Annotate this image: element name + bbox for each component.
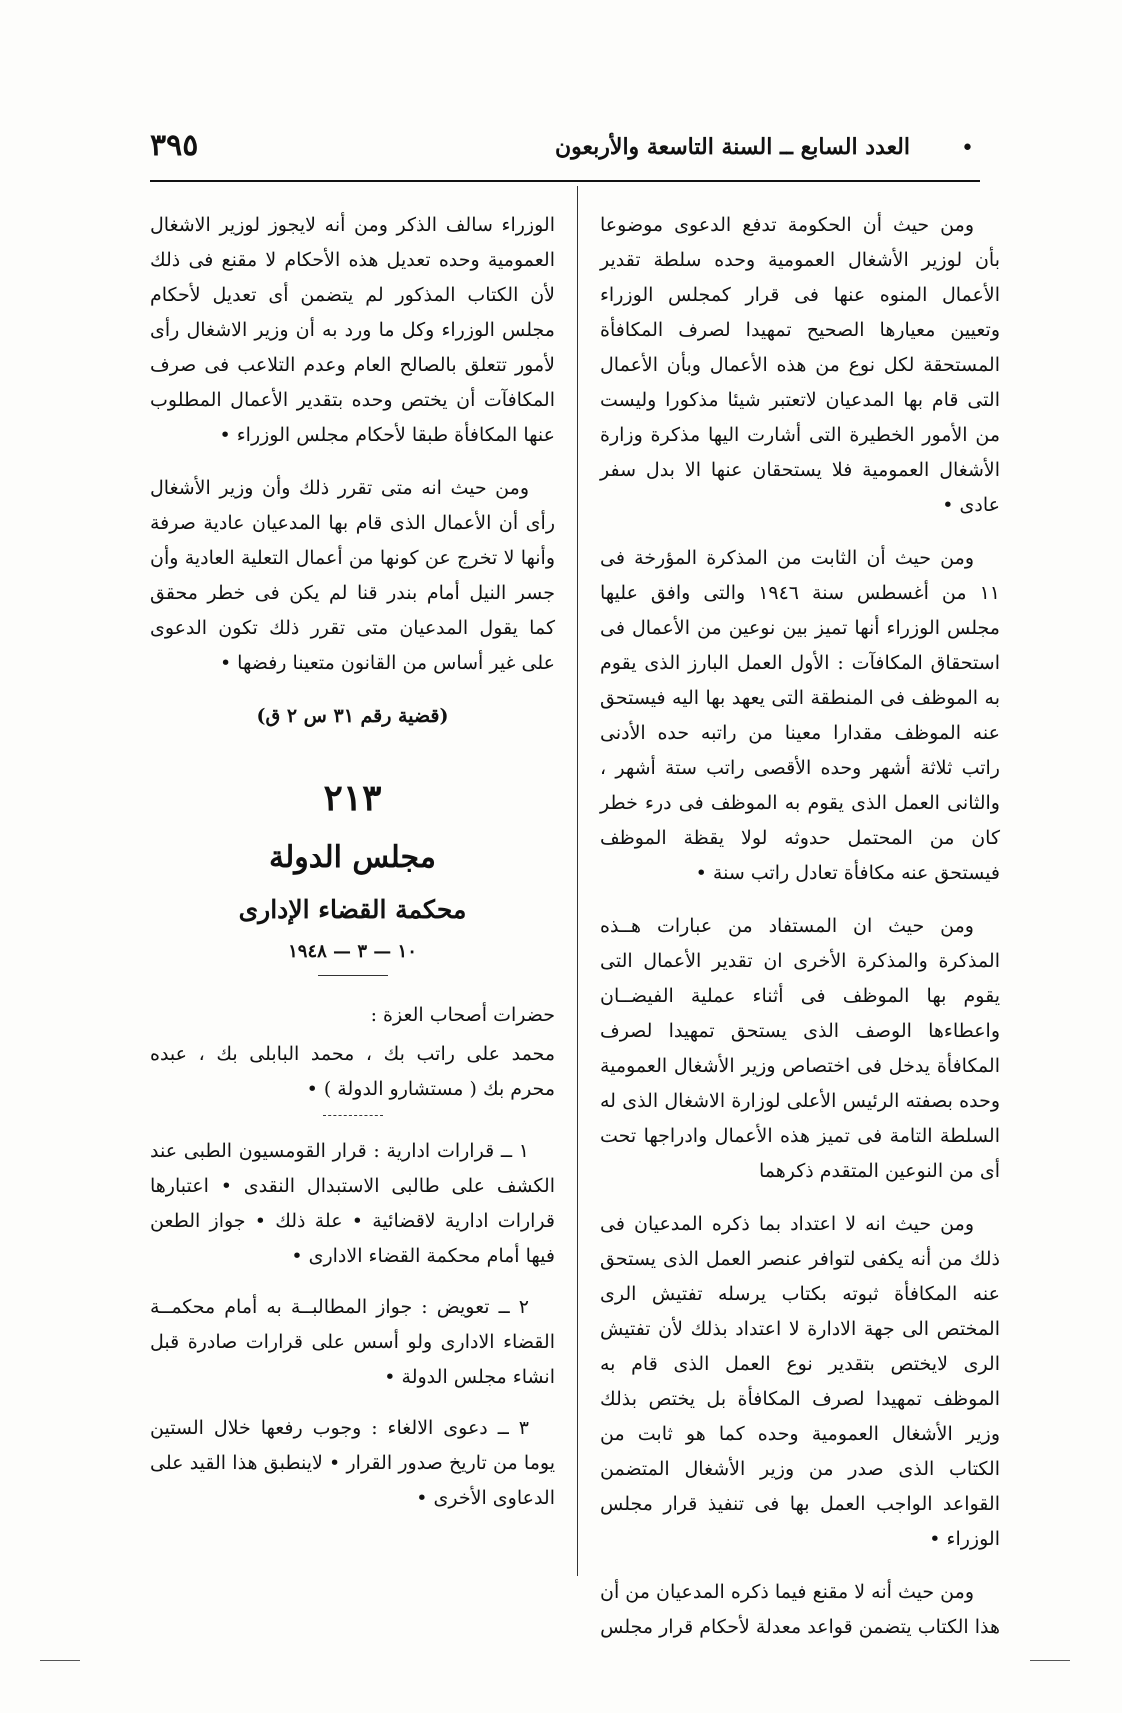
headnote: ١ ــ قرارات ادارية : قرار القومسيون الطبى عند الكشف على طالبى الاستبدال النقدى • اعتبارها قرارات ادارية لاقضائية • علة ذلك • جواز الطعن فيها أمام محكمة القضاء الادارى • bbox=[150, 1140, 555, 1267]
members-intro: حضرات أصحاب العزة : bbox=[370, 1004, 555, 1026]
case-citation: (قضية رقم ٣١ س ٢ ق) bbox=[256, 705, 449, 727]
running-title: العدد السابع ــ السنة التاسعة والأربعون bbox=[555, 134, 910, 160]
column-divider bbox=[577, 186, 578, 1576]
page-header bbox=[150, 128, 980, 172]
paragraph-continuation: الوزراء سالف الذكر ومن أنه لايجوز لوزير الاشغال العمومية وحده تعديل هذه الأحكام لا مقنع فى ذلك لأن الكتاب المذكور لم يتضمن أى تعديل لأحكام مجلس الوزراء وكل ما ورد به أن وزير الاشغال رأى لأمور تتعلق بالصالح العام وعدم التلاعب فى صرف المكافآت أن يختص وحده بتقدير الأعمال المطلوب عنها المكافأة طبقا لأحكام مجلس الوزراء • bbox=[150, 214, 555, 446]
paragraph-irrigation-inspection: ومن حيث انه لا اعتداد بما ذكره المدعيان فى ذلك من أنه يكفى لتوافر عنصر العمل الذى يستحق عنه المكافأة ثبوته بكتاب يرسله تفتيش الرى المختص الى جهة الادارة لا اعتداد بذلك لأن تفتيش الرى لايختص بتقدير نوع العمل الذى قام به الموظف تمهيدا لصرف المكافأة بل يختص بذلك وزير الأشغال العمومية وحده كما هو ثابت من الكتاب الذى صدر من وزير الأشغال المتضمن القواعد الواجب العمل بها فى تنفيذ قرار مجلس الوزراء • bbox=[600, 1213, 1000, 1550]
chamber-name: محكمة القضاء الإدارى bbox=[238, 895, 467, 924]
scan-mark-left bbox=[40, 1660, 80, 1661]
right-column bbox=[600, 208, 1000, 1663]
headnote: ٣ ــ دعوى الالغاء : وجوب رفعها خلال الستين يوما من تاريخ صدور القرار • لاينطبق هذا القيد على الدعاوى الأخرى • bbox=[150, 1417, 555, 1509]
left-column bbox=[150, 208, 555, 1532]
members-divider bbox=[323, 1115, 383, 1116]
paragraph-letter-rules: ومن حيث أنه لا مقنع فيما ذكره المدعيان من أن هذا الكتاب يتضمن قواعد معدلة لأحكام قرار مجلس bbox=[600, 1581, 1000, 1638]
scan-mark-right bbox=[1030, 1660, 1070, 1661]
header-dot: • bbox=[961, 136, 974, 161]
headnote: ٢ ــ تعويض : جواز المطالبــة به أمام محكمــة القضاء الادارى ولو أسس على قرارات صادرة قبل انشاء مجلس الدولة • bbox=[150, 1296, 555, 1388]
paragraph-government-defense: ومن حيث أن الحكومة تدفع الدعوى موضوعا بأن لوزير الأشغال العمومية وحده سلطة تقدير الأعمال المنوه عنها فى قرار كمجلس الوزراء وتعيين معيارها الصحيح تمهيدا لصرف المكافأة المستحقة لكل نوع من هذه الأعمال وبأن الأعمال التى قام بها المدعيان لاتعتبر شيئا مذكورا وليست من الأمور الخطيرة التى أشارت اليها مذكرة وزارة الأشغال العمومية فلا يستحقان عنها الا بدل سفر عادى • bbox=[600, 214, 1000, 516]
page-number: ٣٩٥ bbox=[150, 128, 199, 163]
paragraph-conclusion: ومن حيث انه متى تقرر ذلك وأن وزير الأشغال رأى أن الأعمال الذى قام بها المدعيان عادية صرفة وأنها لا تخرج عن كونها من أعمال التعلية العادية وأن جسر النيل أمام بندر قنا لم يكن فى خطر محقق كما يقول المدعيان متى تقرر ذلك تكون الدعوى على غير أساس من القانون متعينا رفضها • bbox=[150, 477, 555, 674]
members-names: محمد على راتب بك ، محمد البابلى بك ، عبده محرم بك ( مستشارو الدولة ) • bbox=[150, 1043, 555, 1100]
section-divider bbox=[318, 975, 388, 976]
paragraph-memo-interpretation: ومن حيث ان المستفاد من عبارات هــذه المذكرة والمذكرة الأخرى ان تقدير الأعمال التى يقوم بها الموظف فى أثناء عملية الفيضــان واعطاءها الوصف الذى يستحق تمهيدا لصرف المكافأة يدخل فى اختصاص وزير الأشغال العمومية وحده بصفته الرئيس الأعلى لوزارة الاشغال الذى له السلطة التامة فى تميز هذه الأعمال وادراجها تحت أى من النوعين المتقدم ذكرهما bbox=[600, 915, 1000, 1182]
decision-date: ١٠ — ٣ — ١٩٤٨ bbox=[288, 941, 417, 962]
paragraph-memo-dated: ومن حيث أن الثابت من المذكرة المؤرخة فى ١١ من أغسطس سنة ١٩٤٦ والتى وافق عليها مجلس الوزراء أنها تميز بين نوعين من الأعمال فى استحقاق المكافآت : الأول العمل البارز الذى يقوم به الموظف فى المنطقة التى يعهد بها اليه فيستحق عنه الموظف مقدارا معينا من راتبه حده الأدنى راتب ثلاثة أشهر وحده الأقصى راتب ستة أشهر ، والثانى العمل الذى يقوم به الموظف فى درء خطر كان من المحتمل حدوثه لولا يقظة الموظف فيستحق عنه مكافأة تعادل راتب سنة • bbox=[600, 547, 1000, 884]
court-name: مجلس الدولة bbox=[269, 840, 436, 875]
decision-number: ٢١٣ bbox=[323, 777, 382, 819]
header-rule bbox=[150, 180, 980, 182]
